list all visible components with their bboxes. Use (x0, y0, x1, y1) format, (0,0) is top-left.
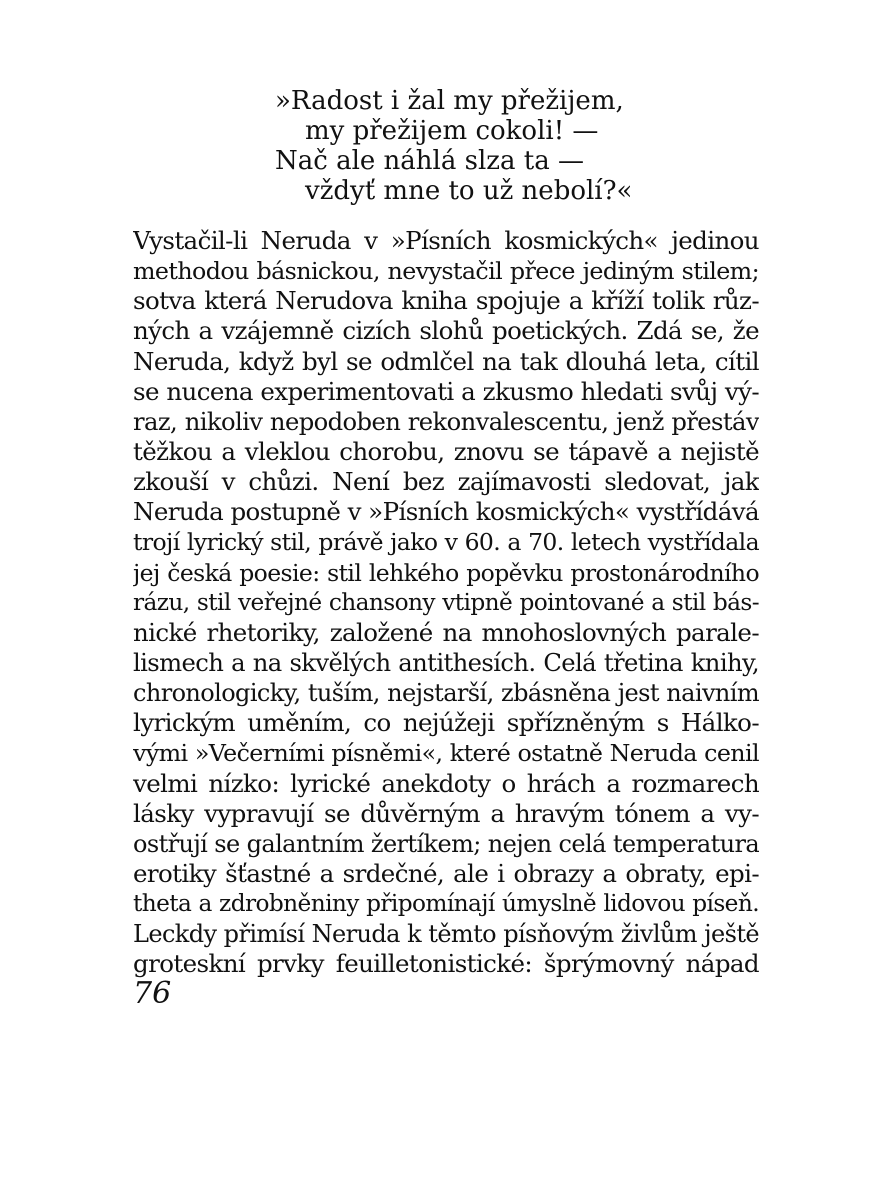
body-line-6: se nucena experimentovati a zkusmo hledati svůj vý- (133, 376, 759, 406)
body-line-22: erotiky šťastné a srdečné, ale i obrazy a obraty, epi- (133, 858, 759, 888)
body-line-21: ostřují se galantním žertíkem; nejen celá temperatura (133, 829, 759, 858)
body-line-2: methodou básnickou, nevystačil přece jediným stilem; (133, 257, 759, 286)
body-line-13: rázu, stil veřejné chansony vtipně pointované a stil bás- (133, 588, 759, 616)
body-line-19: velmi nízko: lyrické anekdoty o hrách a rozmarech (133, 768, 759, 798)
body-line-8: těžkou a vleklou chorobu, znovu se tápavě a nejistě (133, 436, 759, 466)
body-line-20: lásky vypravují se důvěrným a hravým tónem a vy- (133, 798, 759, 828)
body-line-11: trojí lyrický stil, právě jako v 60. a 70. letech vystřídala (133, 528, 759, 557)
body-line-15: lismech a na skvělých antithesích. Celá třetina knihy, (133, 647, 759, 677)
poem-line-3: Nač ale náhlá slza ta — (275, 146, 584, 176)
poem-line-1: »Radost i žal my přežijem, (275, 86, 624, 116)
body-line-7: raz, nikoliv nepodoben rekonvalescentu, jenž přestáv (133, 406, 759, 436)
body-line-1: Vystačil-li Neruda v »Písních kosmických« jedinou (133, 226, 759, 255)
body-line-3: sotva která Nerudova kniha spojuje a kříží tolik růz- (133, 286, 759, 316)
body-line-14: nické rhetoriky, založené na mnohoslovných parale- (133, 617, 759, 647)
body-line-16: chronologicky, tuším, nejstarší, zbásněna jest naivním (133, 679, 759, 708)
poem-line-4: vždyť mne to už nebolí?« (305, 176, 633, 206)
body-paragraph (133, 226, 759, 980)
body-line-25: groteskní prvky feuilletonistické: šprýmovný nápad (133, 949, 759, 979)
poem-stanza (0, 80, 892, 210)
poem-line-2: my přežijem cokoli! — (305, 116, 599, 146)
body-line-17: lyrickým uměním, co nejúžeji spřízněným s Hálko- (133, 708, 759, 738)
body-line-24: Leckdy přimísí Neruda k těmto písňovým živlům ještě (133, 920, 759, 949)
body-line-9: zkouší v chůzi. Není bez zajímavosti sledovat, jak (133, 467, 759, 497)
body-line-4: ných a vzájemně cizích slohů poetických. Zdá se, že (133, 316, 759, 346)
body-line-18: vými »Večerními písněmi«, které ostatně Neruda cenil (133, 739, 759, 768)
body-line-5: Neruda, když byl se odmlčel na tak dlouhá leta, cítil (133, 346, 759, 376)
page-number: 76 (133, 976, 172, 1011)
body-line-23: theta a zdrobněniny připomínají úmyslně lidovou píseň. (133, 890, 759, 918)
body-line-10: Neruda postupně v »Písních kosmických« vystřídává (133, 497, 759, 527)
body-line-12: jej česká poesie: stil lehkého popěvku prostonárodního (133, 558, 759, 587)
